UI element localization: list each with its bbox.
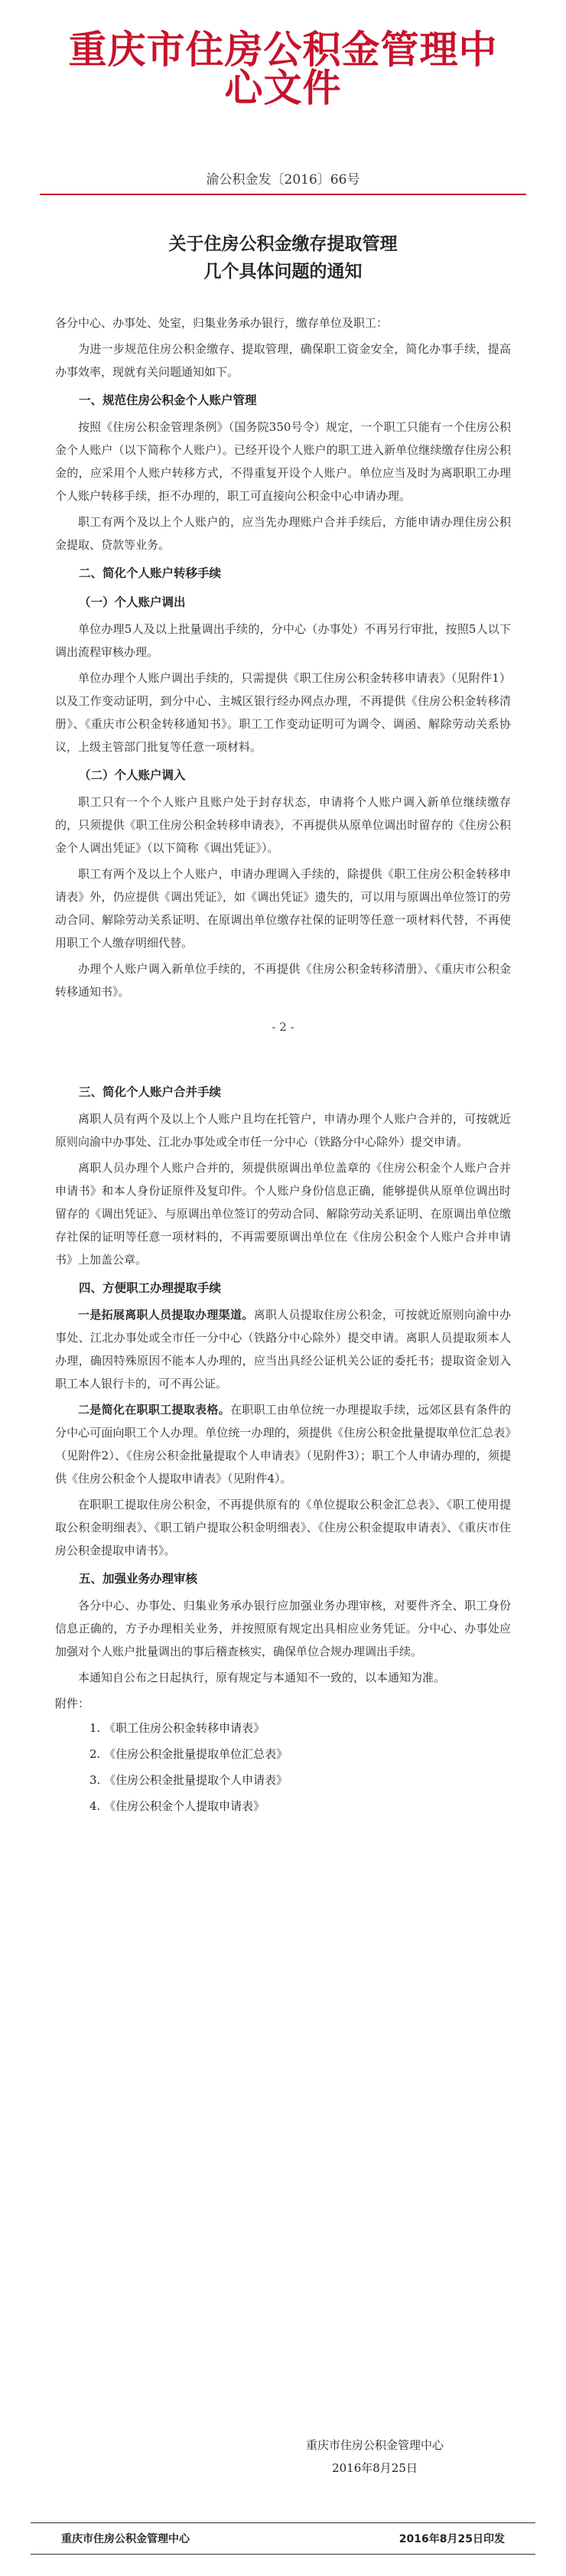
section-2-heading: 二、简化个人账户转移手续: [79, 566, 222, 580]
footer-issue-date: 2016年8月25日印发: [398, 2533, 505, 2545]
signature-date: 2016年8月25日: [332, 2461, 418, 2475]
section-4-paragraph-1-lead: 一是拓展离职人员提取办理渠道。: [78, 1308, 254, 1322]
notice-title-line-1: 关于住房公积金缴存提取管理: [168, 233, 398, 254]
attachment-item: 3. 《住房公积金批量提取个人申请表》: [89, 1773, 288, 1787]
attachment-item: 2. 《住房公积金批量提取单位汇总表》: [89, 1747, 288, 1761]
section-2-1-paragraph-1: 单位办理5人及以上批量调出手续的，分中心（办事处）不再另行审批，按照5人以下调出流程审核办理。: [55, 622, 511, 659]
section-5-heading: 五、加强业务办理审核: [79, 1572, 198, 1586]
document-body: [55, 311, 511, 1819]
section-4-paragraph-2-text: 在职职工由单位统一办理提取手续，远郊区县有条件的分中心可面向职工个人办理。单位统一办理的，须提供《住房公积金批量提取单位汇总表》（见附件2）、《住房公积金批量提取个人申请表》（见附件3）；职工个人申请办理的，须提供《住房公积金个人提取申请表》（见附件4）。: [55, 1403, 511, 1485]
section-4-paragraph-2-lead: 二是简化在职职工提取表格。: [78, 1403, 230, 1417]
section-4-heading: 四、方便职工办理提取手续: [79, 1281, 222, 1295]
section-5-paragraph-2: 本通知自公布之日起执行，原有规定与本通知不一致的，以本通知为准。: [78, 1671, 446, 1684]
signature-org: 重庆市住房公积金管理中心: [305, 2438, 444, 2452]
section-2-1-heading: （一）个人账户调出: [79, 595, 186, 609]
attachments-label: 附件：: [55, 1697, 90, 1710]
attachment-item: 4. 《住房公积金个人提取申请表》: [89, 1799, 265, 1813]
footer-issuer: 重庆市住房公积金管理中心: [61, 2533, 190, 2545]
issuance-footer: [31, 2522, 535, 2555]
section-1-paragraph-2: 职工有两个及以上个人账户的，应当先办理账户合并手续后，方能申请办理住房公积金提取、贷款等业务。: [55, 515, 511, 552]
document-header: [55, 0, 511, 115]
section-1-paragraph-1: 按照《住房公积金管理条例》（国务院350号令）规定，一个职工只能有一个住房公积金个人账户（以下简称个人账户）。已经开设个人账户的职工进入新单位继续缴存住房公积金的，应采用个人账户转移方式，不得重复开设个人账户。单位应当及时为离职职工办理个人账户转移手续，拒不办理的，职工可直接向公积金中心申请办理。: [55, 420, 511, 503]
section-2-2-paragraph-1: 职工只有一个个人账户且账户处于封存状态，申请将个人账户调入新单位继续缴存的，只须提供《职工住房公积金转移申请表》，不再提供从原单位调出时留存的《住房公积金个人调出凭证》（以下简称《调出凭证》）。: [55, 795, 511, 855]
section-2-1-paragraph-2: 单位办理个人账户调出手续的，只需提供《职工住房公积金转移申请表》（见附件1）以及工作变动证明，到分中心、主城区银行经办网点办理，不再提供《住房公积金转移清册》、《重庆市公积金转移通知书》。职工工作变动证明可为调令、调函、解除劳动关系协议，上级主管部门批复等任意一项材料。: [55, 671, 511, 754]
section-4-paragraph-1: [55, 1303, 511, 1395]
section-4-paragraph-1-text: 离职人员提取住房公积金，可按就近原则向渝中办事处、江北办事处或全市任一分中心（铁路分中心除外）提交申请。离职人员提取须本人办理，确因特殊原因不能本人办理的，应当出具经公证机关公证的委托书；提取资金划入职工本人银行卡的，可不再公证。: [55, 1308, 511, 1391]
section-2-2-paragraph-2: 职工有两个及以上个人账户，申请办理调入手续的，除提供《职工住房公积金转移申请表》外，仍应提供《调出凭证》，如《调出凭证》遗失的，可以用与原调出单位签订的劳动合同、解除劳动关系证明、在原调出单位缴存社保的证明等任意一项材料代替，不再使用职工个人缴存明细代替。: [55, 867, 511, 950]
issuer-title: 重庆市住房公积金管理中心文件: [68, 28, 498, 110]
section-4-paragraph-2: [55, 1398, 511, 1490]
section-5-paragraph-1: 各分中心、办事处、归集业务承办银行应加强业务办理审核，对要件齐全、职工身份信息正确的，方予办理相关业务，并按照原有规定出具相应业务凭证。分中心、办事处应加强对个人账户批量调出的事后稽查核实，确保单位合规办理调出手续。: [55, 1599, 511, 1658]
section-3-heading: 三、简化个人账户合并手续: [79, 1085, 222, 1099]
section-3-paragraph-2: 离职人员办理个人账户合并的，须提供原调出单位盖章的《住房公积金个人账户合并申请书》和本人身份证原件及复印件。个人账户身份信息正确，能够提供从原单位调出时留存的《调出凭证》、与原调出单位签订的劳动合同、解除劳动关系证明、在原调出单位缴存社保的证明等任意一项材料的，不再需要原调出单位在《住房公积金个人账户合并申请书》上加盖公章。: [55, 1161, 511, 1267]
document-number: 渝公积金发〔2016〕66号: [206, 172, 360, 187]
section-3-paragraph-1: 离职人员有两个及以上个人账户且均在托管户，申请办理个人账户合并的，可按就近原则向渝中办事处、江北办事处或全市任一分中心（铁路分中心除外）提交申请。: [55, 1112, 511, 1149]
salutation: 各分中心、办事处、处室，归集业务承办银行，缴存单位及职工：: [55, 316, 389, 330]
attachments-list: [55, 1715, 511, 1819]
attachment-item: 1. 《职工住房公积金转移申请表》: [89, 1721, 265, 1735]
section-4-paragraph-3: 在职职工提取住房公积金，不再提供原有的《单位提取公积金汇总表》、《职工使用提取公积金明细表》、《职工销户提取公积金明细表》、《住房公积金提取申请表》、《重庆市住房公积金提取申请书》。: [55, 1498, 511, 1557]
notice-title: [55, 230, 511, 285]
intro-paragraph: 为进一步规范住房公积金缴存、提取管理，确保职工资金安全，简化办事手续，提高办事效率，现就有关问题通知如下。: [55, 342, 511, 379]
signature-block: [306, 2434, 444, 2480]
section-2-2-heading: （二）个人账户调入: [79, 768, 186, 782]
page-number: - 2 -: [272, 1020, 294, 1034]
section-2-2-paragraph-3: 办理个人账户调入新单位手续的，不再提供《住房公积金转移清册》、《重庆市公积金转移通知书》。: [55, 962, 511, 999]
header-divider: [40, 194, 526, 195]
section-1-heading: 一、规范住房公积金个人账户管理: [79, 393, 257, 407]
notice-title-line-2: 几个具体问题的通知: [203, 261, 363, 282]
